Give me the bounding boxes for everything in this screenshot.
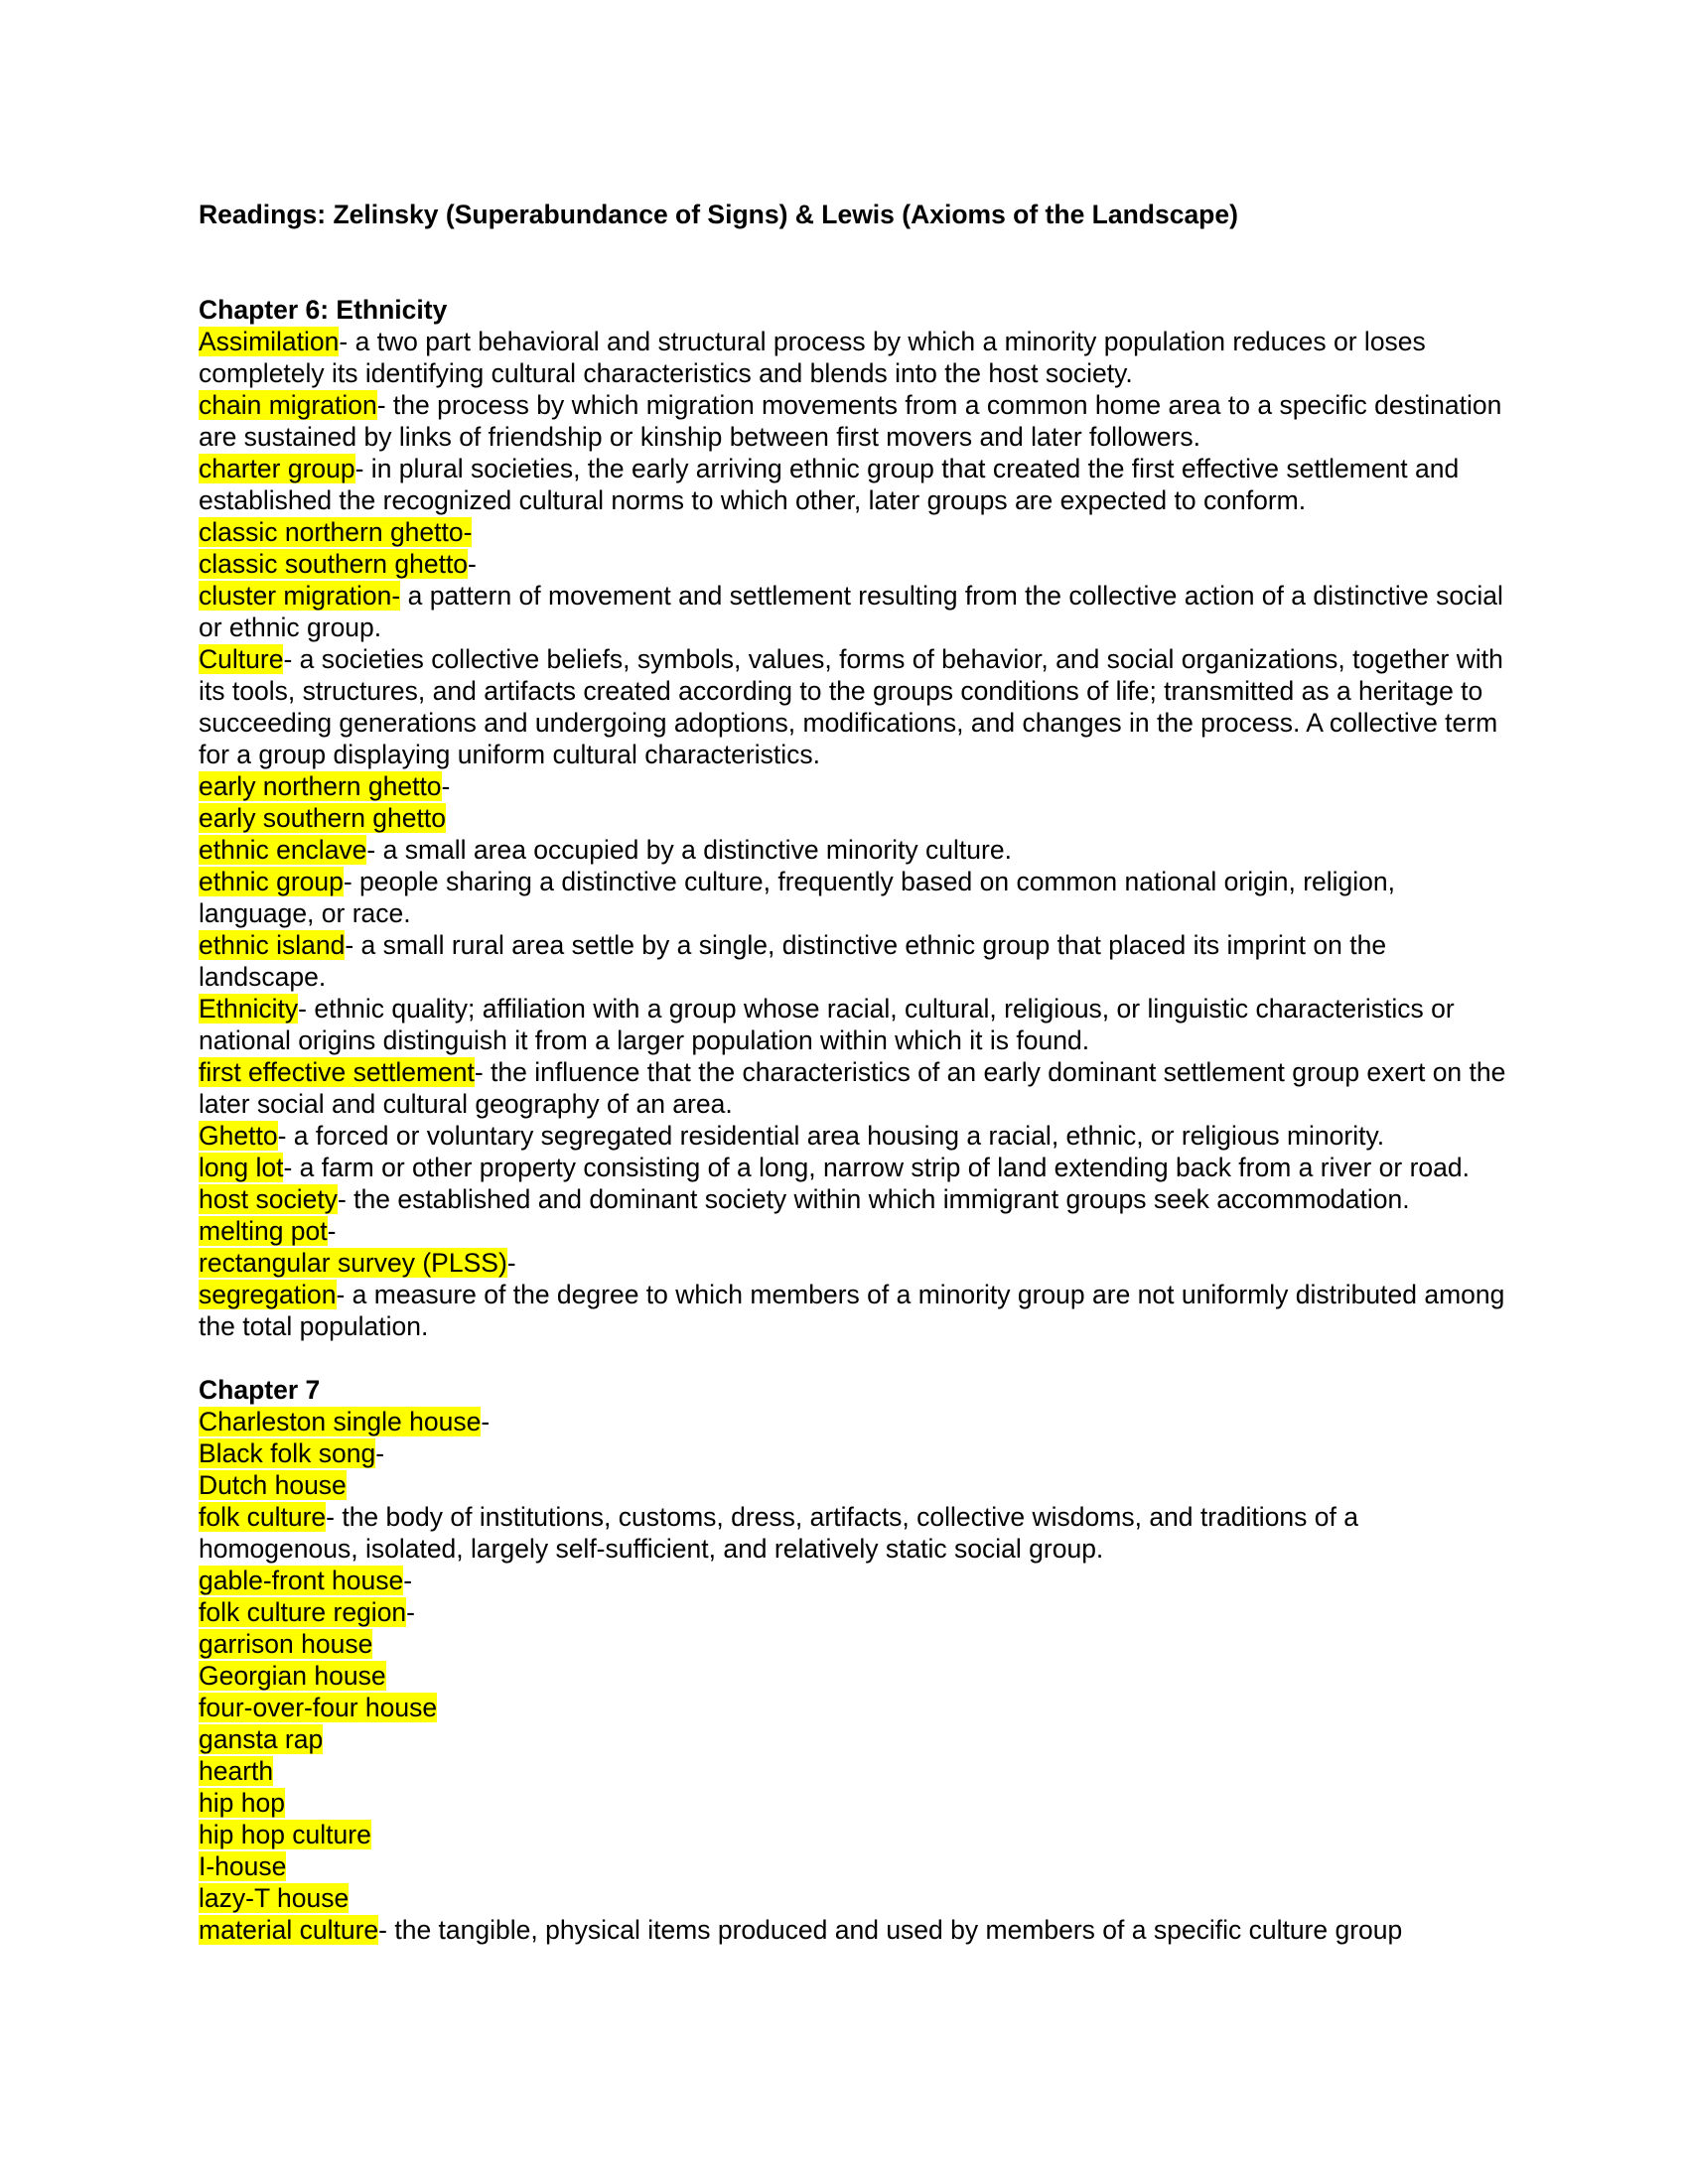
glossary-entry	[199, 389, 1509, 453]
glossary-definition: - the influence that the characteristics of an early dominant settlement group exert on the later social and cultural geography of an area.	[199, 1057, 1506, 1119]
glossary-entry	[199, 1882, 1509, 1914]
glossary-entry	[199, 643, 1509, 770]
glossary-entry	[199, 929, 1509, 993]
glossary-entry	[199, 1850, 1509, 1882]
glossary-entry	[199, 516, 1509, 548]
glossary-entry	[199, 802, 1509, 834]
glossary-definition: -	[403, 1566, 413, 1595]
document-title: Readings: Zelinsky (Superabundance of Signs) & Lewis (Axioms of the Landscape)	[199, 200, 1238, 229]
glossary-definition: - a farm or other property consisting of a long, narrow strip of land extending back from a river or road.	[283, 1153, 1470, 1182]
glossary-definition: - ethnic quality; affiliation with a group whose racial, cultural, religious, or linguistic characteristics or national origins distinguish it from a larger population within which it is found.	[199, 994, 1455, 1055]
glossary-entry	[199, 1279, 1509, 1342]
glossary-term: folk culture region	[199, 1597, 407, 1627]
glossary-entry	[199, 1247, 1509, 1279]
glossary-term: rectangular survey (PLSS)	[199, 1248, 507, 1278]
glossary-term: hearth	[199, 1756, 274, 1786]
glossary-definition: -	[327, 1216, 337, 1246]
glossary-term: charter group	[199, 454, 355, 483]
glossary-definition: - in plural societies, the early arriving ethnic group that created the first effective settlement and established the recognized cultural norms to which other, later groups are expected to conform.	[199, 454, 1460, 515]
glossary-entry	[199, 1565, 1509, 1596]
glossary-definition: - the tangible, physical items produced and used by members of a specific culture group	[378, 1915, 1403, 1945]
glossary-term: cluster migration-	[199, 581, 401, 611]
chapter-heading: Chapter 7	[199, 1375, 321, 1405]
glossary-entry	[199, 1628, 1509, 1660]
glossary-term: Charleston single house	[199, 1407, 482, 1436]
glossary-term: gable-front house	[199, 1566, 404, 1595]
glossary-entry	[199, 1723, 1509, 1755]
glossary-list	[199, 1406, 1509, 1946]
glossary-entry	[199, 1501, 1509, 1565]
glossary-term: four-over-four house	[199, 1693, 438, 1722]
glossary-term: ethnic enclave	[199, 835, 367, 865]
glossary-term: Black folk song	[199, 1438, 376, 1468]
glossary-entry	[199, 580, 1509, 643]
glossary-entry	[199, 1183, 1509, 1215]
glossary-entry	[199, 453, 1509, 516]
glossary-definition: - a forced or voluntary segregated residential area housing a racial, ethnic, or religious minority.	[277, 1121, 1385, 1151]
glossary-term: Ghetto	[199, 1121, 278, 1151]
chapter-6-section	[199, 294, 1509, 1342]
glossary-term: classic southern ghetto	[199, 549, 469, 579]
glossary-entry	[199, 866, 1509, 929]
glossary-term: early northern ghetto	[199, 771, 442, 801]
glossary-term: host society	[199, 1184, 338, 1214]
glossary-definition: - a measure of the degree to which members of a minority group are not uniformly distributed among the total population.	[199, 1280, 1505, 1341]
glossary-definition: - the body of institutions, customs, dress, artifacts, collective wisdoms, and traditions of a homogenous, isolated, largely self-sufficient, and relatively static social group.	[199, 1502, 1358, 1564]
glossary-entry	[199, 1406, 1509, 1437]
glossary-entry	[199, 1692, 1509, 1723]
glossary-term: folk culture	[199, 1502, 327, 1532]
glossary-term: hip hop	[199, 1788, 285, 1818]
glossary-term: Dutch house	[199, 1470, 347, 1500]
glossary-definition: - the process by which migration movements from a common home area to a specific destination are sustained by links of friendship or kinship between first movers and later followers.	[199, 390, 1502, 452]
chapter-heading: Chapter 6: Ethnicity	[199, 295, 448, 325]
glossary-entry	[199, 1437, 1509, 1469]
glossary-entry	[199, 1787, 1509, 1819]
glossary-entry	[199, 1120, 1509, 1152]
glossary-entry	[199, 1596, 1509, 1628]
glossary-list	[199, 326, 1509, 1342]
glossary-definition: -	[406, 1597, 415, 1627]
glossary-definition: - a societies collective beliefs, symbols, values, forms of behavior, and social organizations, together with its tools, structures, and artifacts created according to the groups conditions of life; transmitted as a heritage to succeeding generations and undergoing adoptions, modifications, and changes in the process. A collective term for a group displaying uniform cultural characteristics.	[199, 644, 1503, 769]
glossary-term: Ethnicity	[199, 994, 299, 1024]
glossary-term: classic northern ghetto-	[199, 517, 473, 547]
glossary-term: early southern ghetto	[199, 803, 446, 833]
chapter-7-section	[199, 1374, 1509, 1946]
spacer	[199, 1342, 1509, 1374]
glossary-term: Assimilation	[199, 327, 340, 356]
glossary-definition: - a small rural area settle by a single, distinctive ethnic group that placed its imprint on the landscape.	[199, 930, 1387, 992]
glossary-entry	[199, 993, 1509, 1056]
glossary-entry	[199, 326, 1509, 389]
glossary-definition: -	[441, 771, 451, 801]
glossary-term: segregation	[199, 1280, 337, 1309]
spacer	[199, 230, 1509, 294]
glossary-entry	[199, 1469, 1509, 1501]
glossary-definition: -	[506, 1248, 516, 1278]
glossary-entry	[199, 1152, 1509, 1183]
glossary-entry	[199, 548, 1509, 580]
glossary-entry	[199, 1755, 1509, 1787]
glossary-definition: -	[375, 1438, 385, 1468]
glossary-term: hip hop culture	[199, 1820, 371, 1849]
glossary-definition: - a small area occupied by a distinctive minority culture.	[366, 835, 1012, 865]
glossary-definition: -	[468, 549, 477, 579]
glossary-entry	[199, 1215, 1509, 1247]
glossary-term: ethnic island	[199, 930, 346, 960]
glossary-term: melting pot	[199, 1216, 328, 1246]
glossary-term: ethnic group	[199, 867, 344, 896]
glossary-term: first effective settlement	[199, 1057, 475, 1087]
glossary-definition: - the established and dominant society within which immigrant groups seek accommodation.	[337, 1184, 1410, 1214]
glossary-entry	[199, 770, 1509, 802]
glossary-entry	[199, 1819, 1509, 1850]
glossary-term: material culture	[199, 1915, 379, 1945]
glossary-term: lazy-T house	[199, 1883, 350, 1913]
glossary-term: gansta rap	[199, 1724, 324, 1754]
glossary-entry	[199, 1660, 1509, 1692]
glossary-definition: - a two part behavioral and structural process by which a minority population reduces or loses completely its identifying cultural characteristics and blends into the host society.	[199, 327, 1426, 388]
glossary-term: garrison house	[199, 1629, 373, 1659]
glossary-entry	[199, 1914, 1509, 1946]
glossary-term: chain migration	[199, 390, 377, 420]
glossary-definition: a pattern of movement and settlement resulting from the collective action of a distinctive social or ethnic group.	[199, 581, 1503, 642]
glossary-term: Culture	[199, 644, 284, 674]
glossary-definition: - people sharing a distinctive culture, frequently based on common national origin, religion, language, or race.	[199, 867, 1395, 928]
glossary-entry	[199, 1056, 1509, 1120]
glossary-definition: -	[481, 1407, 491, 1436]
document-page	[199, 199, 1509, 1946]
glossary-term: Georgian house	[199, 1661, 386, 1691]
glossary-entry	[199, 834, 1509, 866]
glossary-term: long lot	[199, 1153, 284, 1182]
glossary-term: I-house	[199, 1851, 287, 1881]
